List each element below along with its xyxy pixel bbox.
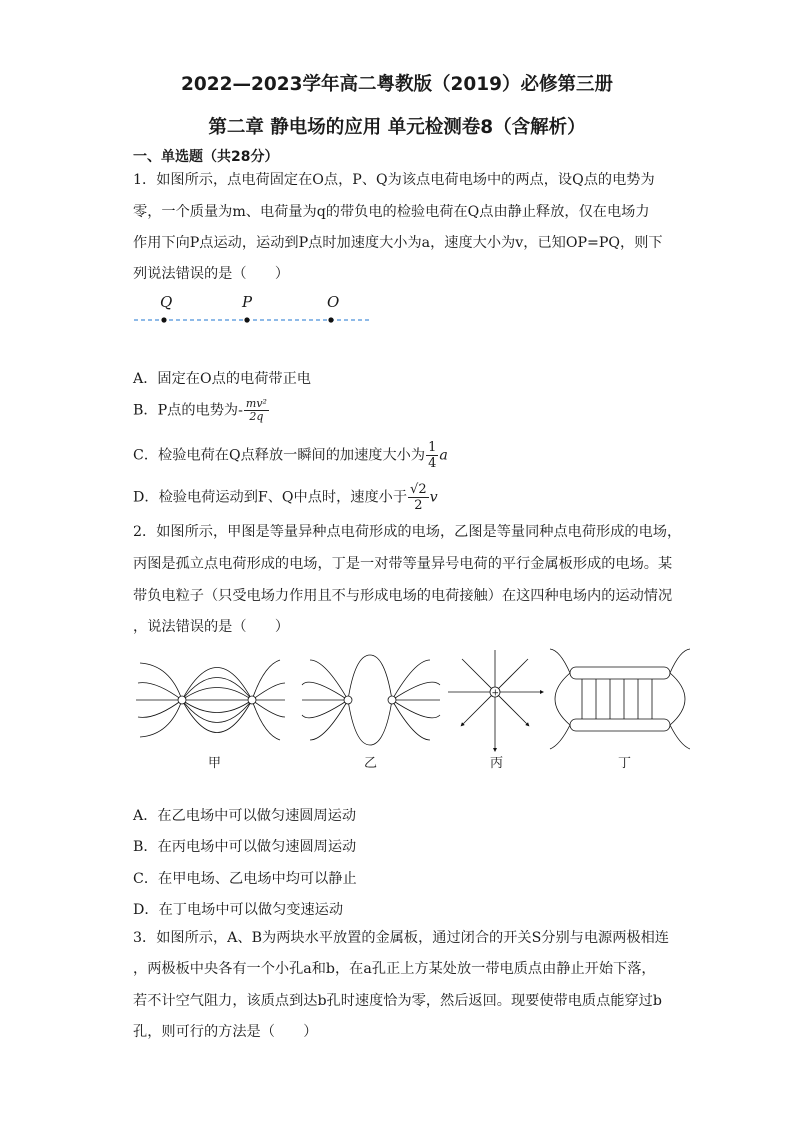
q1-option-b: [133, 398, 270, 423]
label-o: O: [327, 293, 340, 311]
q3-line-3: 若不计空气阻力，该质点到达b孔时速度恰为零，然后返回。现要使带电质点能穿过b: [133, 993, 662, 1009]
q2-option-c: C．在甲电场、乙电场中均可以静止: [133, 871, 357, 887]
label-q: Q: [160, 293, 173, 311]
diagram-yi: [302, 655, 440, 745]
q1-option-c: [133, 440, 448, 471]
q3-line-4: 孔，则可行的方法是（ ）: [133, 1024, 318, 1040]
title-line-1: 2022—2023学年高二粤教版（2019）必修第三册: [181, 74, 613, 95]
frac-num: √2: [410, 482, 427, 497]
q2-option-d: D．在丁电场中可以做匀变速运动: [133, 902, 344, 918]
q2-line-3: 带负电粒子（只受电场力作用且不与形成电场的电荷接触）在这四种电场内的运动情况: [133, 588, 673, 604]
q1-line-3: 作用下向P点运动，运动到P点时加速度大小为a，速度大小为v，已知OP=PQ，则下: [133, 235, 663, 251]
q2-line-4: ，说法错误的是（ ）: [133, 619, 290, 635]
q1-line-1: 1．如图所示，点电荷固定在O点，P、Q为该点电荷电场中的两点，设Q点的电势为: [133, 172, 655, 188]
label-p: P: [242, 293, 253, 311]
label-ding: 丁: [618, 756, 632, 771]
label-yi: 乙: [364, 756, 378, 771]
frac-den: 4: [428, 456, 437, 471]
fraction-root2-over-2: [408, 482, 429, 513]
q1-option-c-suffix: a: [439, 447, 448, 464]
q1-option-b-text: B．P点的电势为-: [133, 402, 243, 419]
frac-num: mv²: [245, 397, 267, 410]
frac-den: 2: [414, 498, 423, 513]
frac-num: 1: [428, 440, 437, 455]
q1-line-4: 列说法错误的是（ ）: [133, 266, 290, 282]
svg-text:+: +: [491, 688, 500, 699]
point-q: [161, 317, 166, 322]
title-line-2: 第二章 静电场的应用 单元检测卷8（含解析）: [208, 117, 586, 138]
frac-den: 2q: [249, 410, 264, 423]
fraction-mv2-2q: [244, 398, 269, 423]
q2-option-a: A．在乙电场中可以做匀速圆周运动: [133, 808, 357, 824]
q2-line-2: 丙图是孤立点电荷形成的电场，丁是一对带等量异号电荷的平行金属板形成的电场。某: [133, 556, 673, 572]
diagram-ding: [550, 649, 690, 749]
q2-line-1: 2．如图所示，甲图是等量异种点电荷形成的电场，乙图是等量同种点电荷形成的电场，: [133, 524, 682, 540]
q1-option-d-suffix: v: [429, 489, 438, 506]
field-diagrams: [130, 645, 690, 755]
q1-option-a: A．固定在O点的电荷带正电: [133, 371, 311, 387]
q3-line-2: ，两极板中央各有一个小孔a和b，在a孔正上方某处放一带电质点由静止开始下落，: [133, 961, 656, 977]
q1-line-2: 零，一个质量为m、电荷量为q的带负电的检验电荷在Q点由静止释放，仅在电场力: [133, 204, 650, 220]
section-heading: 一、单选题（共28分）: [133, 149, 279, 165]
fraction-one-quarter: [426, 440, 438, 471]
label-bing: 丙: [490, 756, 504, 771]
q1-option-c-text: C．检验电荷在Q点释放一瞬间的加速度大小为: [133, 447, 426, 464]
q1-option-d-text: D．检验电荷运动到F、Q中点时，速度小于: [133, 489, 408, 506]
q3-line-1: 3．如图所示，A、B为两块水平放置的金属板，通过闭合的开关S分别与电源两极相连: [133, 930, 669, 946]
q1-option-d: [133, 482, 438, 513]
label-jia: 甲: [208, 756, 222, 771]
diagram-bing: [448, 650, 542, 750]
point-p: [244, 317, 249, 322]
point-o: [328, 317, 333, 322]
diagram-jia: [136, 660, 285, 740]
q2-option-b: B．在丙电场中可以做匀速圆周运动: [133, 839, 357, 855]
